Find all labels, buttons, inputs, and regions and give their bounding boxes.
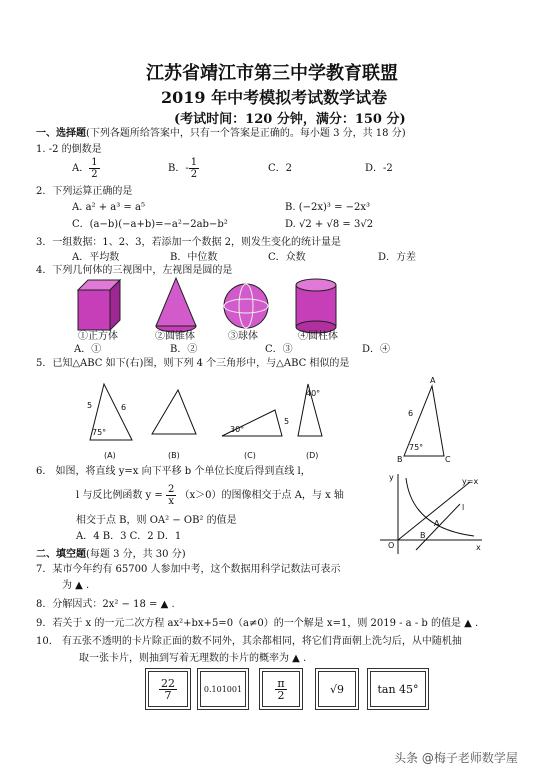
q4-stem: 4．下列几何体的三视图中，左视图是圆的是 [36, 265, 233, 276]
q6-choices: A．4 B．3 C．2 D．1 [76, 531, 182, 542]
q10-card3-den: 2 [277, 688, 285, 702]
q4-label-cylinder: ④圆柱体 [298, 331, 338, 342]
q10-card2-text: 0.101001 [203, 684, 243, 694]
q5-choice-b: (B) [168, 451, 180, 460]
q1-a-den: 2 [91, 169, 98, 180]
q6-frac-den: x [168, 496, 174, 507]
q5-ref-side6: 6 [408, 409, 414, 418]
q4-option-d: D．④ [362, 344, 391, 355]
q5-stem: 5．已知△ABC 如下(右)图，则下列 4 个三角形中，与△ABC 相似的是 [36, 358, 350, 369]
q10-card-22-7 [148, 671, 188, 707]
q6-graph-y: y [389, 473, 394, 482]
exam-title-line1: 江苏省靖江市第三中学教育联盟 [146, 63, 398, 84]
watermark: 头条 @梅子老师数学屋 [394, 751, 518, 765]
q1-b-fraction [189, 157, 199, 180]
q1-b-num: 1 [190, 157, 198, 168]
q6-line2 [76, 484, 344, 507]
q1-stem: 1. -2 的倒数是 [36, 144, 102, 155]
q6-graph [376, 468, 486, 558]
sphere-solid [224, 284, 268, 328]
q5-c-angle: 30° [230, 425, 245, 434]
q2-option-d: D. √2 + √8 = 3√2 [285, 219, 374, 230]
q5-choice-c: (C) [244, 451, 256, 460]
q1-a-num: 1 [91, 157, 98, 168]
q10-card3-fraction [275, 678, 286, 701]
cube-solid [78, 280, 120, 330]
q2-option-b: B. (−2x)³ = −2x³ [285, 202, 371, 213]
q10-card-tan45 [370, 671, 426, 707]
q10-card1-den: 7 [164, 688, 172, 702]
q1-b-prefix: B．- [168, 163, 189, 174]
q6-line1: 6． 如图，将直线 y=x 向下平移 b 个单位长度后得到直线 l， [36, 466, 311, 477]
q10-card3-num: π [277, 676, 285, 690]
section1-desc: (下列各题所给答案中，只有一个答案是正确的。每小题 3 分，共 18 分) [86, 128, 406, 139]
q10-card-decimal [200, 671, 246, 707]
section2-desc: (每题 3 分，共 30 分) [86, 549, 186, 560]
q10-card1-fraction [159, 678, 177, 701]
q1-option-c: C．2 [268, 163, 293, 174]
q5-c-side: 5 [284, 417, 290, 426]
q6-graph-yx: y=x [462, 477, 479, 486]
q10-card-pi-2 [262, 671, 300, 707]
q9-text: 9．若关于 x 的一元二次方程 ax²+bx+5=0（a≠0）的一个解是 x=1，则 2019 - a - b 的值是 ▲ . [36, 618, 479, 629]
q10-line1: 10． 有五张不透明的卡片除正面的数不同外，其余都相同，将它们背面朝上洗匀后，从中随机抽 [36, 636, 462, 647]
q6-graph-o: O [388, 541, 395, 550]
q4-option-c: C．③ [265, 344, 293, 355]
q7-line1: 7．某市今年约有 65700 人参加中考，这个数据用科学记数法可表示 [36, 564, 341, 575]
q1-a-prefix: A． [72, 163, 90, 174]
q10-card4-text: √9 [329, 682, 344, 696]
q2-option-a: A. a² + a³ = a⁵ [72, 202, 145, 213]
q10-card-sqrt9 [318, 671, 356, 707]
q5-ref-vertex-c: C [445, 455, 451, 464]
q3-option-d: D．方差 [378, 252, 417, 263]
q2-stem: 2．下列运算正确的是 [36, 186, 133, 197]
q2-option-c: C．(a−b)(−a+b)=−a²−2ab−b² [72, 219, 228, 230]
q10-card1-num: 22 [161, 676, 175, 690]
q3-option-a: A．平均数 [72, 252, 120, 263]
q6-line2-pre: l 与反比例函数 y = [76, 490, 163, 501]
exam-title-line2: 2019 年中考模拟考试数学试卷 [161, 88, 388, 107]
q6-graph-l: l [462, 503, 465, 512]
section2-heading: 二、填空题 [36, 549, 86, 560]
q5-ref-vertex-b: B [397, 455, 403, 464]
q5-triangles-figure [70, 372, 540, 472]
q5-ref-vertex-a: A [430, 376, 436, 385]
q6-frac-num: 2 [167, 484, 175, 495]
q5-ref-angle: 75° [409, 443, 424, 452]
q4-label-sphere: ③球体 [228, 331, 258, 342]
q8-text: 8．分解因式：2x² − 18 = ▲ . [36, 599, 175, 610]
q5-choice-a: (A) [104, 451, 116, 460]
q1-option-b [168, 157, 199, 180]
cylinder-solid [296, 279, 336, 333]
q6-graph-b: B [420, 531, 426, 540]
q1-option-a [72, 157, 100, 180]
section1-line [36, 128, 406, 140]
q3-stem: 3．一组数据：1、2、3，若添加一个数据 2，则发生变化的统计量是 [36, 237, 341, 248]
q4-option-b: B．② [170, 344, 198, 355]
q6-fraction [166, 484, 176, 507]
q1-option-d: D．-2 [365, 163, 393, 174]
q6-line3: 相交于点 B，则 OA² − OB² 的值是 [76, 515, 237, 526]
q5-a-side: 5 [87, 401, 93, 410]
q10-line2: 取一张卡片，则抽到写着无理数的卡片的概率为 ▲ . [79, 653, 307, 664]
section1-heading: 一、选择题 [36, 128, 86, 139]
q4-label-cube: ①正方体 [78, 331, 118, 342]
q6-graph-x: x [476, 543, 481, 552]
q6-graph-a: A [434, 519, 440, 528]
q4-label-cone: ②圆锥体 [155, 331, 195, 342]
q6-line2-post: （x＞0）的图像相交于点 A，与 x 轴 [179, 490, 344, 501]
q5-a-angle: 75° [92, 428, 107, 437]
exam-subtitle: (考试时间：120 分钟，满分：150 分) [174, 112, 406, 127]
q1-a-fraction [89, 157, 99, 180]
q4-option-a: A．① [74, 344, 102, 355]
q1-b-den: 2 [190, 169, 198, 180]
q5-d-angle: 40° [306, 389, 321, 398]
q3-option-b: B．中位数 [170, 252, 218, 263]
q7-line2: 为 ▲ . [62, 580, 90, 591]
q10-card5-text: tan 45° [377, 682, 419, 696]
q5-choice-d: (D) [306, 451, 319, 460]
section2-line [36, 549, 186, 561]
q5-a-side6: 6 [121, 403, 127, 412]
cone-solid [156, 278, 196, 332]
q3-option-c: C．众数 [268, 252, 306, 263]
